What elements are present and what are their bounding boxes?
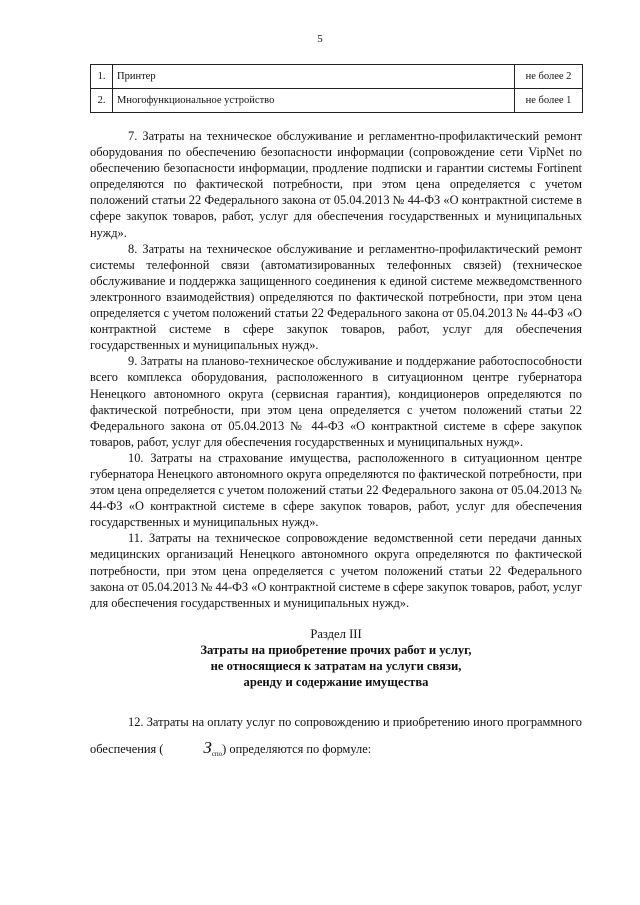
row-name: Многофункциональное устройство bbox=[113, 89, 515, 113]
section-title-line-1: Затраты на приобретение прочих работ и услуг, bbox=[200, 642, 472, 657]
paragraph-8: 8. Затраты на техническое обслуживание и регламентно-профилактический ремонт системы телефонной связи (автоматизированных телефонных связей) (техническое обслуживание и поддержка защищенного соединения к единой системе межведомственного электронного взаимодействия) определяются по фактической потребности, при этом цена определяется с учетом положений статьи 22 Федерального закона от 05.04.2013 № 44-ФЗ «О контрактной системе в сфере закупок товаров, работ, услуг для обеспечения государственных и муниципальных нужд». bbox=[90, 241, 582, 353]
paragraph-11: 11. Затраты на техническое сопровождение ведомственной сети передачи данных медицинских организаций Ненецкого автономного округа определяются по фактической потребности, при этом цена определяется с учетом положений статьи 22 Федерального закона от 05.04.2013 № 44-ФЗ «О контрактной системе в сфере закупок товаров, работ, услуг для обеспечения государственных и муниципальных нужд». bbox=[90, 531, 582, 610]
paragraph-12 bbox=[90, 710, 582, 764]
row-number: 1. bbox=[91, 65, 113, 89]
equipment-table bbox=[90, 64, 583, 113]
section-heading: Раздел III bbox=[310, 626, 362, 641]
formula-subscript: спо bbox=[211, 749, 223, 758]
section-header bbox=[90, 626, 582, 690]
paragraph-10: 10. Затраты на страхование имущества, расположенного в ситуационном центре губернатора Ненецкого автономного округа определяются по фактической потребности, при этом цена определяется с учетом положений статьи 22 Федерального закона от 05.04.2013 № 44-ФЗ «О контрактной системе в сфере закупок товаров, работ, услуг для обеспечения государственных и муниципальных нужд». bbox=[90, 450, 582, 530]
section-title-line-3: аренду и содержание имущества bbox=[243, 674, 429, 689]
paragraph-7: 7. Затраты на техническое обслуживание и регламентно-профилактический ремонт оборудования по обеспечению безопасности информации (сопровождение сети VipNet по обеспечению безопасности информации, продление подписки и гарантии системы Fortinent определяются по фактической потребности, при этом цена определяется с учетом положений статьи 22 Федерального закона от 05.04.2013 № 44-ФЗ «О контрактной системе в сфере закупок товаров, работ, услуг для обеспечения государственных и муниципальных нужд». bbox=[90, 129, 582, 240]
formula-symbol: Зспо bbox=[203, 737, 223, 758]
row-name: Принтер bbox=[113, 65, 515, 89]
row-number: 2. bbox=[91, 89, 113, 113]
table-row bbox=[91, 65, 583, 89]
row-quantity: не более 1 bbox=[515, 89, 583, 113]
row-quantity: не более 2 bbox=[515, 65, 583, 89]
table-row bbox=[91, 89, 583, 113]
document-body bbox=[90, 128, 582, 764]
section-title-line-2: не относящиеся к затратам на услуги связи, bbox=[210, 658, 462, 673]
page-number: 5 bbox=[317, 33, 323, 45]
paragraph-12-text-end: ) определяются по формуле: bbox=[222, 741, 372, 756]
paragraph-9: 9. Затраты на планово-техническое обслуживание и поддержание работоспособности всего комплекса оборудования, расположенного в ситуационном центре губернатора Ненецкого автономного округа (сервисная гарантия), кондиционеров определяются по фактической потребности, при этом цена определяется с учетом положений статьи 22 Федерального закона от 05.04.2013 № 44-ФЗ «О контрактной системе в сфере закупок товаров, работ, услуг для обеспечения государственных и муниципальных нужд». bbox=[90, 354, 582, 449]
paragraph-12-text-start: 12. Затраты на оплату услуг по сопровождению и приобретению иного программного обеспечения ( bbox=[90, 714, 582, 756]
